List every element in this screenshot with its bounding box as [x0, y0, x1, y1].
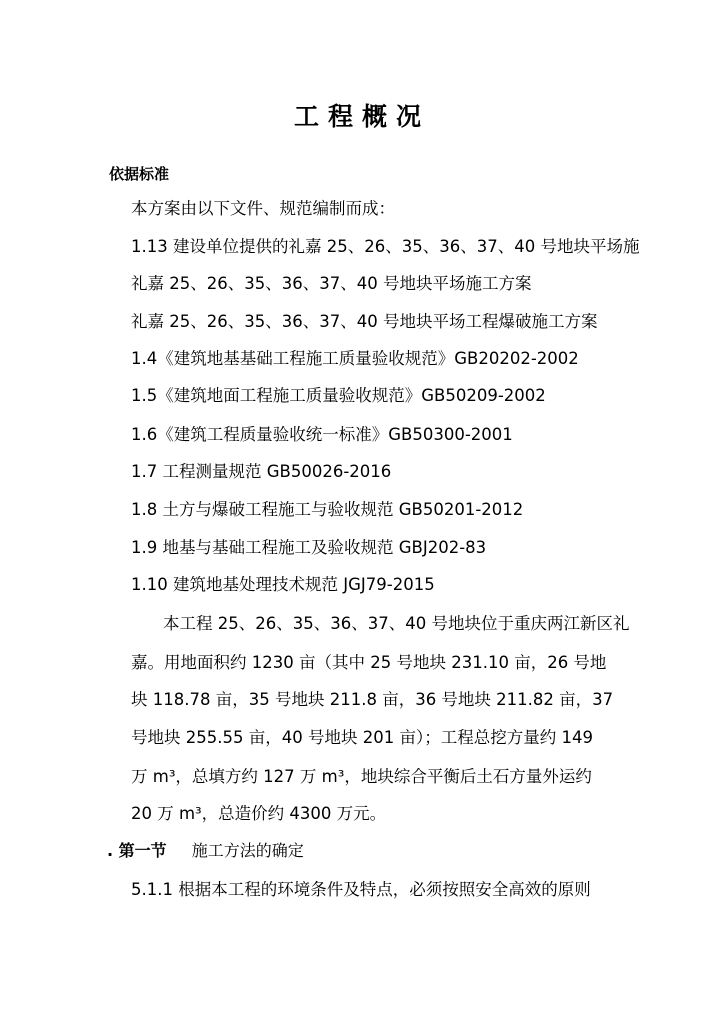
reference-line: 1.4《建筑地基基础工程施工质量验收规范》GB20202-2002: [131, 349, 579, 368]
paragraph-line: 块 118.78 亩，35 号地块 211.8 亩，36 号地块 211.82 亩，37: [131, 690, 614, 709]
section-heading-basis: 依据标准: [109, 165, 170, 183]
reference-line: 1.6《建筑工程质量验收统一标准》GB50300-2001: [131, 425, 513, 444]
paragraph-line: 嘉。用地面积约 1230 亩（其中 25 号地块 231.10 亩，26 号地: [131, 653, 607, 672]
paragraph-line: 20 万 m³，总造价约 4300 万元。: [131, 804, 387, 823]
reference-line: 1.7 工程测量规范 GB50026-2016: [131, 462, 392, 481]
reference-line: 礼嘉 25、26、35、36、37、40 号地块平场施工方案: [131, 274, 532, 293]
section-number: . 第一节: [107, 841, 167, 860]
reference-line: 礼嘉 25、26、35、36、37、40 号地块平场工程爆破施工方案: [131, 312, 598, 331]
section-body-line: 5.1.1 根据本工程的环境条件及特点，必须按照安全高效的原则: [131, 880, 591, 899]
paragraph-line: 号地块 255.55 亩，40 号地块 201 亩）；工程总挖方量约 149: [131, 728, 593, 747]
reference-line: 1.9 地基与基础工程施工及验收规范 GBJ202-83: [131, 538, 487, 557]
intro-line: 本方案由以下文件、规范编制而成：: [131, 199, 395, 218]
reference-line: 1.5《建筑地面工程施工质量验收规范》GB50209-2002: [131, 386, 546, 405]
reference-line: 1.13 建设单位提供的礼嘉 25、26、35、36、37、40 号地块平场施: [131, 237, 640, 256]
reference-line: 1.8 土方与爆破工程施工与验收规范 GB50201-2012: [131, 500, 524, 519]
section-title: 施工方法的确定: [191, 841, 304, 860]
paragraph-line: 本工程 25、26、35、36、37、40 号地块位于重庆两江新区礼: [163, 614, 630, 633]
document-title: 工程概况: [293, 102, 430, 131]
section-heading: [107, 838, 304, 861]
paragraph-line: 万 m³，总填方约 127 万 m³，地块综合平衡后土石方量外运约: [131, 767, 592, 786]
reference-line: 1.10 建筑地基处理技术规范 JGJ79-2015: [131, 575, 435, 594]
